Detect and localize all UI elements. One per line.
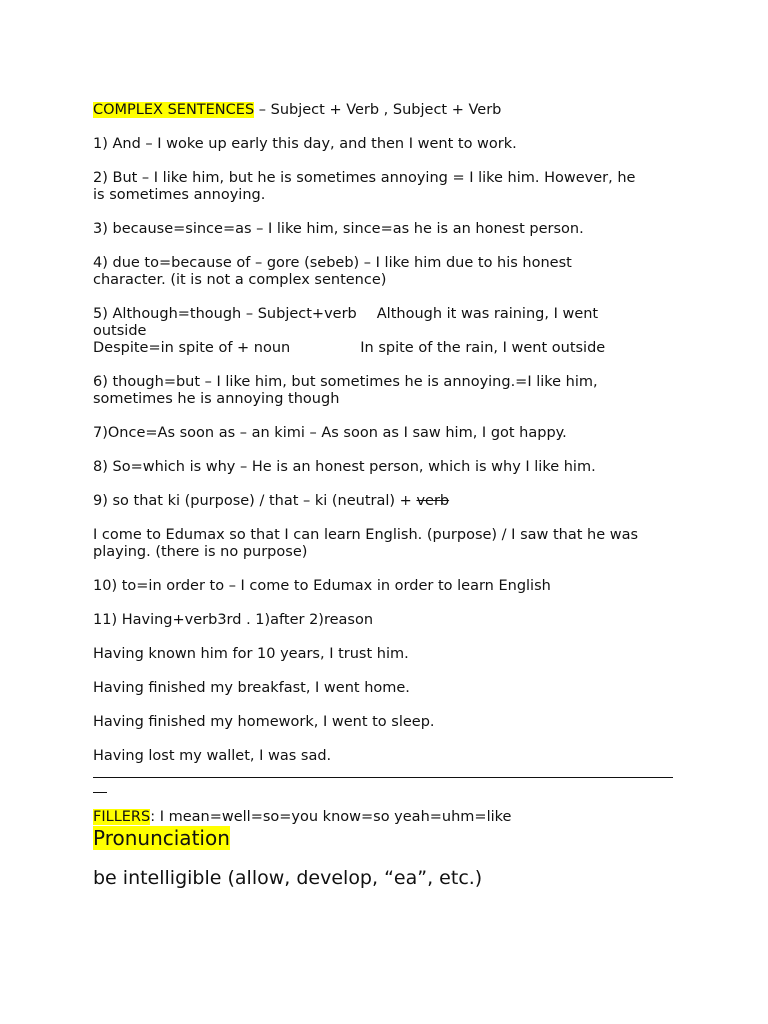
having-example-4: Having lost my wallet, I was sad.	[93, 748, 332, 764]
item-5-right-a: Although it was raining, I went	[376, 306, 599, 322]
having-example-1: Having known him for 10 years, I trust him.	[93, 646, 409, 662]
heading-highlight: COMPLEX SENTENCES	[93, 102, 255, 118]
item-9-main: 9) so that ki (purpose) / that – ki (neutral) +	[93, 493, 417, 509]
item-6-line-b: sometimes he is annoying though	[93, 391, 340, 407]
item-2-line-a: 2) But – I like him, but he is sometimes annoying = I like him. However, he	[93, 170, 636, 186]
item-8: 8) So=which is why – He is an honest person, which is why I like him.	[93, 459, 596, 475]
item-10: 10) to=in order to – I come to Edumax in order to learn English	[93, 578, 551, 594]
having-example-3: Having finished my homework, I went to sleep.	[93, 714, 435, 730]
item-5-right-c: In spite of the rain, I went outside	[360, 340, 606, 356]
item-9-example-line-b: playing. (there is no purpose)	[93, 544, 308, 560]
item-4-line-a: 4) due to=because of – gore (sebeb) – I like him due to his honest	[93, 255, 572, 271]
item-5-line-b: outside	[93, 323, 147, 339]
having-example-2: Having finished my breakfast, I went home.	[93, 680, 410, 696]
fillers-line	[93, 809, 678, 826]
item-1: 1) And – I woke up early this day, and then I went to work.	[93, 136, 517, 152]
item-5	[93, 306, 678, 357]
item-6-line-a: 6) though=but – I like him, but sometimes he is annoying.=I like him,	[93, 374, 598, 390]
document-page	[93, 102, 678, 890]
item-5-left-c: Despite=in spite of + noun	[93, 340, 291, 356]
item-9	[93, 493, 678, 510]
item-11: 11) Having+verb3rd . 1)after 2)reason	[93, 612, 374, 628]
item-4	[93, 255, 678, 289]
item-9-example	[93, 527, 678, 561]
item-2-line-b: is sometimes annoying.	[93, 187, 266, 203]
item-4-line-b: character. (it is not a complex sentence)	[93, 272, 387, 288]
item-7: 7)Once=As soon as – an kimi – As soon as I saw him, I got happy.	[93, 425, 567, 441]
item-2	[93, 170, 678, 204]
item-5-left-a: 5) Although=though – Subject+verb	[93, 306, 357, 322]
item-9-example-line-a: I come to Edumax so that I can learn English. (purpose) / I saw that he was	[93, 527, 639, 543]
fillers-rest: : I mean=well=so=you know=so yeah=uhm=like	[150, 809, 512, 825]
pronunciation-heading	[93, 826, 678, 850]
fillers-highlight: FILLERS	[93, 809, 151, 825]
heading-line	[93, 102, 678, 119]
item-9-struck-word: verb	[416, 493, 450, 509]
pronunciation-line: be intelligible (allow, develop, “ea”, etc.)	[93, 867, 483, 889]
separator-line	[93, 765, 673, 778]
separator-line-tail	[93, 778, 107, 793]
heading-rest: – Subject + Verb , Subject + Verb	[254, 102, 502, 118]
pronunciation-title: Pronunciation	[93, 826, 230, 850]
item-3: 3) because=since=as – I like him, since=as he is an honest person.	[93, 221, 584, 237]
item-6	[93, 374, 678, 408]
